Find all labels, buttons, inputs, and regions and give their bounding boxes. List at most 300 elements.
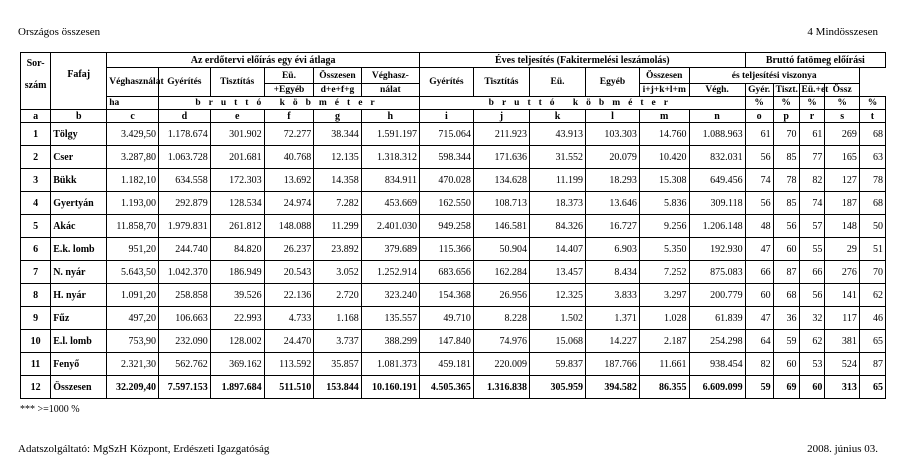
table-cell: 82 xyxy=(799,169,825,192)
table-cell: 40.768 xyxy=(264,146,314,169)
col-d-header: Gyérítés xyxy=(159,68,211,97)
table-cell: 832.031 xyxy=(689,146,745,169)
table-cell: 146.581 xyxy=(473,215,529,238)
row-number: 8 xyxy=(21,284,51,307)
table-cell: 16.727 xyxy=(586,215,640,238)
table-cell: 634.558 xyxy=(159,169,211,192)
table-cell: 56 xyxy=(799,284,825,307)
column-letter: i xyxy=(419,110,473,123)
table-cell: 128.002 xyxy=(210,330,264,353)
col-n-header: Összesen xyxy=(639,68,689,84)
table-cell: 84.820 xyxy=(210,238,264,261)
table-cell: 51 xyxy=(859,238,885,261)
col-i-header: Véghasz- xyxy=(361,68,419,84)
table-cell: 1.178.674 xyxy=(159,123,211,146)
table-cell: 394.582 xyxy=(586,376,640,399)
unit-pct: % xyxy=(799,97,825,110)
table-cell: 77 xyxy=(799,146,825,169)
table-cell: 598.344 xyxy=(419,146,473,169)
table-cell: 8.434 xyxy=(586,261,640,284)
table-cell: 7.597.153 xyxy=(159,376,211,399)
col-q-header: Tiszt. xyxy=(773,84,799,97)
column-letter: s xyxy=(825,110,860,123)
table-cell: 20.079 xyxy=(586,146,640,169)
table-row xyxy=(21,238,886,261)
table-cell: 32.209,40 xyxy=(107,376,159,399)
table-cell: 3.052 xyxy=(314,261,361,284)
table-cell: 1.063.728 xyxy=(159,146,211,169)
table-cell: 50 xyxy=(859,215,885,238)
table-cell: 5.350 xyxy=(639,238,689,261)
row-number: 9 xyxy=(21,307,51,330)
unit-actual: bruttó köbméter xyxy=(419,97,745,110)
row-number: 7 xyxy=(21,261,51,284)
table-row xyxy=(21,146,886,169)
table-cell: 35.857 xyxy=(314,353,361,376)
table-cell: 12.135 xyxy=(314,146,361,169)
table-cell: 85 xyxy=(773,146,799,169)
table-cell: 69 xyxy=(773,376,799,399)
table-cell: 134.628 xyxy=(473,169,529,192)
col-l-header: Eü. xyxy=(529,68,585,97)
report-date: 2008. június 03. xyxy=(807,443,878,455)
column-letter: a xyxy=(21,110,51,123)
table-cell: 369.162 xyxy=(210,353,264,376)
table-cell: 13.457 xyxy=(529,261,585,284)
table-cell: 292.879 xyxy=(159,192,211,215)
table-cell: 3.287,80 xyxy=(107,146,159,169)
table-cell: 6.609.099 xyxy=(689,376,745,399)
species-name: Cser xyxy=(51,146,107,169)
col-j-header: Gyérítés xyxy=(419,68,473,97)
table-cell: 68 xyxy=(859,192,885,215)
table-cell: 2.321,30 xyxy=(107,353,159,376)
table-cell: 1.318.312 xyxy=(361,146,419,169)
col-m-header: Egyéb xyxy=(586,68,640,97)
table-cell: 524 xyxy=(825,353,860,376)
table-cell: 1.371 xyxy=(586,307,640,330)
table-cell: 313 xyxy=(825,376,860,399)
table-cell: 14.227 xyxy=(586,330,640,353)
table-cell: 57 xyxy=(799,215,825,238)
species-name: Összesen xyxy=(51,376,107,399)
table-cell: 20.543 xyxy=(264,261,314,284)
table-cell: 13.646 xyxy=(586,192,640,215)
table-cell: 18.293 xyxy=(586,169,640,192)
col-i-header-2: nálat xyxy=(361,84,419,97)
footnote: *** >=1000 % xyxy=(20,404,80,415)
ratio-group-header: Bruttó fatömeg előírási xyxy=(745,53,885,68)
table-cell: 201.681 xyxy=(210,146,264,169)
table-cell: 24.974 xyxy=(264,192,314,215)
table-cell: 11.661 xyxy=(639,353,689,376)
column-letter: c xyxy=(107,110,159,123)
row-number: 11 xyxy=(21,353,51,376)
table-cell: 1.316.838 xyxy=(473,376,529,399)
species-name: Tölgy xyxy=(51,123,107,146)
table-cell: 269 xyxy=(825,123,860,146)
table-cell: 32 xyxy=(799,307,825,330)
table-cell: 61 xyxy=(799,123,825,146)
table-cell: 74 xyxy=(745,169,773,192)
unit-pct: % xyxy=(773,97,799,110)
table-row xyxy=(21,284,886,307)
table-cell: 3.429,50 xyxy=(107,123,159,146)
table-cell: 53 xyxy=(799,353,825,376)
column-letter: e xyxy=(210,110,264,123)
table-cell: 200.779 xyxy=(689,284,745,307)
table-cell: 61 xyxy=(745,123,773,146)
table-cell: 103.303 xyxy=(586,123,640,146)
table-cell: 254.298 xyxy=(689,330,745,353)
table-cell: 115.366 xyxy=(419,238,473,261)
table-cell: 1.168 xyxy=(314,307,361,330)
table-cell: 26.956 xyxy=(473,284,529,307)
table-cell: 61.839 xyxy=(689,307,745,330)
table-cell: 4.505.365 xyxy=(419,376,473,399)
table-cell: 85 xyxy=(773,192,799,215)
table-cell: 453.669 xyxy=(361,192,419,215)
table-cell: 18.373 xyxy=(529,192,585,215)
table-cell: 74 xyxy=(799,192,825,215)
table-cell: 1.193,00 xyxy=(107,192,159,215)
fafaj-header: Fafaj xyxy=(51,53,107,97)
table-cell: 78 xyxy=(773,169,799,192)
table-cell: 70 xyxy=(859,261,885,284)
unit-pct: % xyxy=(859,97,885,110)
table-cell: 305.959 xyxy=(529,376,585,399)
column-letter: d xyxy=(159,110,211,123)
table-cell: 244.740 xyxy=(159,238,211,261)
table-cell: 36 xyxy=(773,307,799,330)
table-cell: 3.737 xyxy=(314,330,361,353)
column-letter: r xyxy=(799,110,825,123)
forestry-table xyxy=(20,52,886,399)
table-cell: 2.187 xyxy=(639,330,689,353)
table-cell: 59 xyxy=(773,330,799,353)
table-row xyxy=(21,261,886,284)
table-cell: 60 xyxy=(745,284,773,307)
col-o-header: Végh. xyxy=(689,84,745,97)
table-cell: 31.552 xyxy=(529,146,585,169)
table-cell: 15.308 xyxy=(639,169,689,192)
table-cell: 70 xyxy=(773,123,799,146)
table-cell: 1.088.963 xyxy=(689,123,745,146)
table-cell: 232.090 xyxy=(159,330,211,353)
table-cell: 82 xyxy=(745,353,773,376)
column-letter: g xyxy=(314,110,361,123)
actual-group-header: Éves teljesítés (Fakitermelési leszámolás) xyxy=(419,53,745,68)
species-name: Akác xyxy=(51,215,107,238)
table-cell: 56 xyxy=(745,146,773,169)
table-cell: 3.833 xyxy=(586,284,640,307)
table-cell: 1.979.831 xyxy=(159,215,211,238)
table-cell: 24.470 xyxy=(264,330,314,353)
table-cell: 1.028 xyxy=(639,307,689,330)
table-cell: 147.840 xyxy=(419,330,473,353)
table-cell: 1.897.684 xyxy=(210,376,264,399)
table-cell: 56 xyxy=(745,192,773,215)
col-g-header: Összesen xyxy=(314,68,361,84)
table-cell: 29 xyxy=(825,238,860,261)
table-cell: 11.199 xyxy=(529,169,585,192)
table-cell: 86.355 xyxy=(639,376,689,399)
table-cell: 47 xyxy=(745,307,773,330)
table-cell: 379.689 xyxy=(361,238,419,261)
table-cell: 55 xyxy=(799,238,825,261)
table-cell: 74.976 xyxy=(473,330,529,353)
table-cell: 106.663 xyxy=(159,307,211,330)
table-cell: 127 xyxy=(825,169,860,192)
table-cell: 148 xyxy=(825,215,860,238)
species-name: N. nyár xyxy=(51,261,107,284)
table-cell: 141 xyxy=(825,284,860,307)
table-cell: 162.550 xyxy=(419,192,473,215)
table-cell: 1.252.914 xyxy=(361,261,419,284)
unit-pct: % xyxy=(825,97,860,110)
table-cell: 2.401.030 xyxy=(361,215,419,238)
table-cell: 1.081.373 xyxy=(361,353,419,376)
table-cell: 938.454 xyxy=(689,353,745,376)
table-row xyxy=(21,169,886,192)
column-letter: j xyxy=(473,110,529,123)
table-cell: 753,90 xyxy=(107,330,159,353)
table-cell: 128.534 xyxy=(210,192,264,215)
table-cell: 14.760 xyxy=(639,123,689,146)
table-cell: 211.923 xyxy=(473,123,529,146)
column-letter: t xyxy=(859,110,885,123)
table-cell: 62 xyxy=(799,330,825,353)
table-cell: 63 xyxy=(859,146,885,169)
ratio-group-header-2: és teljesítési viszonya xyxy=(689,68,859,84)
table-cell: 65 xyxy=(859,376,885,399)
table-cell: 165 xyxy=(825,146,860,169)
table-row xyxy=(21,353,886,376)
table-cell: 276 xyxy=(825,261,860,284)
table-cell: 38.344 xyxy=(314,123,361,146)
column-letter: p xyxy=(773,110,799,123)
table-cell: 59 xyxy=(745,376,773,399)
table-cell: 1.206.148 xyxy=(689,215,745,238)
table-cell: 186.949 xyxy=(210,261,264,284)
table-cell: 1.591.197 xyxy=(361,123,419,146)
column-letter: k xyxy=(529,110,585,123)
table-cell: 9.256 xyxy=(639,215,689,238)
total-row xyxy=(21,376,886,399)
column-letter: o xyxy=(745,110,773,123)
table-cell: 834.911 xyxy=(361,169,419,192)
table-cell: 6.903 xyxy=(586,238,640,261)
table-cell: 87 xyxy=(859,353,885,376)
table-cell: 301.902 xyxy=(210,123,264,146)
table-cell: 171.636 xyxy=(473,146,529,169)
column-letter: h xyxy=(361,110,419,123)
data-source: Adatszolgáltató: MgSzH Központ, Erdészeti Igazgatóság xyxy=(18,443,270,455)
table-cell: 11.299 xyxy=(314,215,361,238)
column-letter: f xyxy=(264,110,314,123)
report-title: Országos összesen xyxy=(18,26,101,38)
table-cell: 14.358 xyxy=(314,169,361,192)
table-cell: 47 xyxy=(745,238,773,261)
row-number: 10 xyxy=(21,330,51,353)
table-cell: 48 xyxy=(745,215,773,238)
table-cell: 15.068 xyxy=(529,330,585,353)
planned-group-header: Az erdőtervi előírás egy évi átlaga xyxy=(107,53,420,68)
table-cell: 72.277 xyxy=(264,123,314,146)
table-cell: 3.297 xyxy=(639,284,689,307)
table-cell: 497,20 xyxy=(107,307,159,330)
table-cell: 113.592 xyxy=(264,353,314,376)
row-number: 6 xyxy=(21,238,51,261)
table-cell: 381 xyxy=(825,330,860,353)
table-cell: 323.240 xyxy=(361,284,419,307)
table-cell: 1.182,10 xyxy=(107,169,159,192)
table-cell: 1.502 xyxy=(529,307,585,330)
table-cell: 22.993 xyxy=(210,307,264,330)
table-cell: 64 xyxy=(745,330,773,353)
species-name: Bükk xyxy=(51,169,107,192)
table-cell: 60 xyxy=(773,238,799,261)
report-section: 4 Mindösszesen xyxy=(807,26,878,38)
col-f-header-2: +Egyéb xyxy=(264,84,314,97)
table-cell: 39.526 xyxy=(210,284,264,307)
table-cell: 187 xyxy=(825,192,860,215)
table-cell: 192.930 xyxy=(689,238,745,261)
table-cell: 87 xyxy=(773,261,799,284)
table-cell: 154.368 xyxy=(419,284,473,307)
table-cell: 66 xyxy=(745,261,773,284)
col-s-header: Össz xyxy=(825,84,860,97)
species-name: E.l. lomb xyxy=(51,330,107,353)
row-number: 3 xyxy=(21,169,51,192)
table-cell: 68 xyxy=(773,284,799,307)
table-cell: 62 xyxy=(859,284,885,307)
table-cell: 162.284 xyxy=(473,261,529,284)
table-cell: 26.237 xyxy=(264,238,314,261)
column-letters-row xyxy=(21,110,886,123)
table-cell: 7.282 xyxy=(314,192,361,215)
table-row xyxy=(21,215,886,238)
species-name: Gyertyán xyxy=(51,192,107,215)
table-cell: 65 xyxy=(859,330,885,353)
species-name: H. nyár xyxy=(51,284,107,307)
species-name: Fűz xyxy=(51,307,107,330)
table-cell: 7.252 xyxy=(639,261,689,284)
table-cell: 66 xyxy=(799,261,825,284)
table-cell: 562.762 xyxy=(159,353,211,376)
col-f-header: Eü. xyxy=(264,68,314,84)
column-letter: b xyxy=(51,110,107,123)
col-n-header-2: i+j+k+l+m xyxy=(639,84,689,97)
table-row xyxy=(21,307,886,330)
table-cell: 10.420 xyxy=(639,146,689,169)
table-cell: 258.858 xyxy=(159,284,211,307)
table-cell: 68 xyxy=(859,123,885,146)
table-cell: 949.258 xyxy=(419,215,473,238)
table-cell: 715.064 xyxy=(419,123,473,146)
table-cell: 22.136 xyxy=(264,284,314,307)
table-cell: 951,20 xyxy=(107,238,159,261)
table-cell: 13.692 xyxy=(264,169,314,192)
table-cell: 50.904 xyxy=(473,238,529,261)
table-cell: 5.836 xyxy=(639,192,689,215)
table-cell: 108.713 xyxy=(473,192,529,215)
table-cell: 388.299 xyxy=(361,330,419,353)
column-letter: l xyxy=(586,110,640,123)
table-cell: 60 xyxy=(773,353,799,376)
species-name: Fenyő xyxy=(51,353,107,376)
table-cell: 135.557 xyxy=(361,307,419,330)
table-cell: 23.892 xyxy=(314,238,361,261)
table-cell: 683.656 xyxy=(419,261,473,284)
table-cell: 11.858,70 xyxy=(107,215,159,238)
table-cell: 875.083 xyxy=(689,261,745,284)
table-cell: 2.720 xyxy=(314,284,361,307)
col-r-header: Eü.+et xyxy=(799,84,825,97)
table-cell: 56 xyxy=(773,215,799,238)
table-cell: 60 xyxy=(799,376,825,399)
table-cell: 459.181 xyxy=(419,353,473,376)
col-c-header: Véghasználat xyxy=(107,68,159,97)
table-cell: 117 xyxy=(825,307,860,330)
table-cell: 12.325 xyxy=(529,284,585,307)
table-cell: 153.844 xyxy=(314,376,361,399)
table-row xyxy=(21,192,886,215)
table-cell: 14.407 xyxy=(529,238,585,261)
col-e-header: Tisztítás xyxy=(210,68,264,97)
table-cell: 49.710 xyxy=(419,307,473,330)
row-number: 4 xyxy=(21,192,51,215)
column-letter: n xyxy=(689,110,745,123)
table-cell: 78 xyxy=(859,169,885,192)
unit-planned: bruttó köbméter xyxy=(159,97,420,110)
table-cell: 220.009 xyxy=(473,353,529,376)
unit-pct: % xyxy=(745,97,773,110)
table-cell: 59.837 xyxy=(529,353,585,376)
table-cell: 84.326 xyxy=(529,215,585,238)
table-row xyxy=(21,330,886,353)
col-g-header-2: d+e+f+g xyxy=(314,84,361,97)
col-p-header: Gyér. xyxy=(745,84,773,97)
table-row xyxy=(21,123,886,146)
row-number: 5 xyxy=(21,215,51,238)
row-number: 2 xyxy=(21,146,51,169)
table-cell: 46 xyxy=(859,307,885,330)
row-number: 12 xyxy=(21,376,51,399)
table-cell: 8.228 xyxy=(473,307,529,330)
table-cell: 10.160.191 xyxy=(361,376,419,399)
table-cell: 649.456 xyxy=(689,169,745,192)
table-cell: 187.766 xyxy=(586,353,640,376)
unit-ha: ha xyxy=(107,97,159,110)
table-cell: 43.913 xyxy=(529,123,585,146)
table-cell: 261.812 xyxy=(210,215,264,238)
column-letter: m xyxy=(639,110,689,123)
table-cell: 5.643,50 xyxy=(107,261,159,284)
table-cell: 1.091,20 xyxy=(107,284,159,307)
col-k-header: Tisztítás xyxy=(473,68,529,97)
species-name: E.k. lomb xyxy=(51,238,107,261)
table-cell: 511.510 xyxy=(264,376,314,399)
table-cell: 470.028 xyxy=(419,169,473,192)
table-cell: 148.088 xyxy=(264,215,314,238)
table-cell: 1.042.370 xyxy=(159,261,211,284)
table-cell: 4.733 xyxy=(264,307,314,330)
row-number: 1 xyxy=(21,123,51,146)
table-cell: 172.303 xyxy=(210,169,264,192)
table-cell: 309.118 xyxy=(689,192,745,215)
sorszam-header: Sor- szám xyxy=(21,53,51,97)
